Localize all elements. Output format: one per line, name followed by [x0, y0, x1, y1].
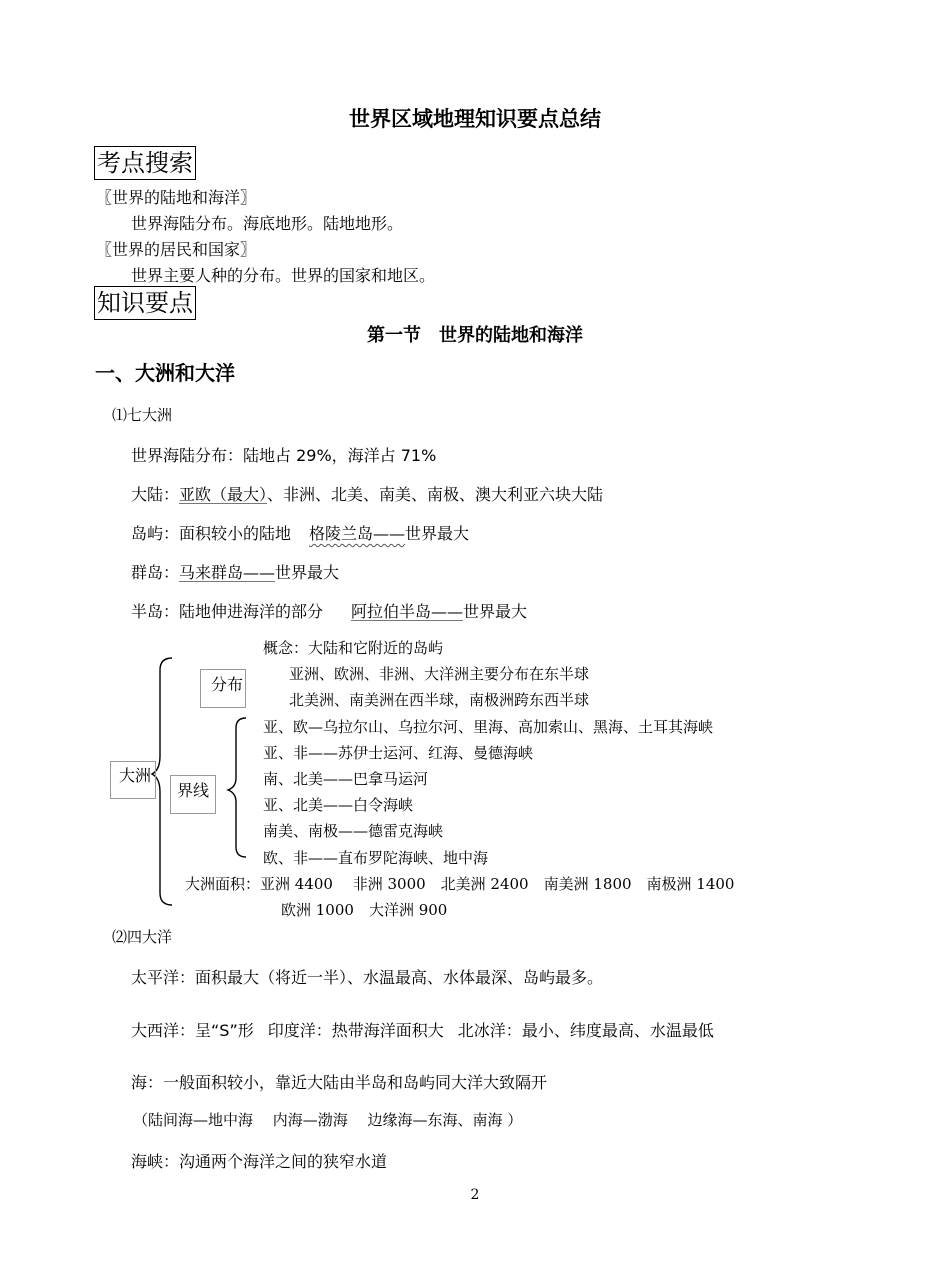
page-title: 世界区域地理知识要点总结	[349, 107, 601, 131]
label-continents: 大陆：	[131, 485, 180, 504]
label-indian: 印度洋：	[267, 1021, 332, 1040]
value-malay: 马来群岛——	[179, 563, 276, 582]
value-continents-rest: 、非洲、北美、南美、南极、澳大利亚六块大陆	[267, 485, 604, 504]
line-sea	[131, 1070, 547, 1093]
label-archipelago: 群岛：	[131, 563, 180, 582]
label-land-sea: 世界海陆分布：	[131, 446, 244, 465]
label-sea: 海：	[131, 1073, 164, 1092]
boundary-brace	[228, 718, 246, 857]
text-boundary-americas: 南、北美——巴拿马运河	[263, 770, 429, 788]
value-peninsula: 陆地伸进海洋的部分	[179, 602, 324, 621]
page-number: 2	[470, 1187, 480, 1203]
text-boundary-asia-europe: 亚、欧—乌拉尔山、乌拉尔河、里海、高加索山、黑海、土耳其海峡	[263, 718, 714, 736]
value-islands: 面积较小的陆地	[179, 524, 292, 543]
line-sea-examples: （陆间海—地中海 内海—渤海 边缘海—东海、南海 ）	[133, 1111, 523, 1129]
text-boundary-asia-africa: 亚、非——苏伊士运河、红海、曼德海峡	[263, 744, 534, 762]
value-atlantic: 呈“S”形	[195, 1021, 254, 1040]
box-continent: 大洲	[110, 761, 156, 799]
section-title: 第一节 世界的陆地和海洋	[367, 325, 583, 346]
value-strait: 沟通两个海洋之间的狭窄水道	[179, 1152, 388, 1171]
section-box-kaodian: 考点搜索	[94, 146, 196, 180]
subheading-four-oceans: ⑵四大洋	[112, 928, 173, 946]
line-strait	[131, 1149, 387, 1172]
value-arctic: 最小、纬度最高、水温最低	[521, 1021, 714, 1040]
line-pacific	[131, 965, 603, 988]
text-continent-area: 大洲面积：亚洲 4400 非洲 3000 北美洲 2400 南美洲 1800 南极洲 1400	[185, 875, 735, 893]
text-distribution-east: 亚洲、欧洲、非洲、大洋洲主要分布在东半球	[289, 665, 590, 683]
text-boundary-southamerica-antarctica: 南美、南极——德雷克海峡	[263, 822, 444, 840]
subheading-seven-continents: ⑴七大洲	[112, 406, 173, 424]
label-peninsula: 半岛：	[131, 602, 180, 621]
value-eurasia: 亚欧（最大）	[179, 485, 268, 504]
text-boundary-europe-africa: 欧、非——直布罗陀海峡、地中海	[263, 849, 489, 867]
label-strait: 海峡：	[131, 1152, 180, 1171]
value-sea: 一般面积较小，靠近大陆由半岛和岛屿同大洋大致隔开	[163, 1073, 548, 1092]
line-atlantic-indian-arctic	[131, 1018, 714, 1041]
box-distribution: 分布	[200, 669, 246, 708]
heading-continents-oceans: 一、大洲和大洋	[95, 361, 235, 385]
text-concept: 概念：大陆和它附近的岛屿	[263, 639, 444, 657]
topic-body-land-ocean: 世界海陆分布。海底地形。陆地地形。	[131, 214, 404, 233]
value-land-sea: 陆地占 29%，海洋占 71%	[243, 446, 437, 465]
value-greenland: 格陵兰岛——	[309, 524, 406, 543]
section-box-zhishi: 知识要点	[94, 286, 196, 320]
value-indian: 热带海洋面积大	[331, 1021, 444, 1040]
box-boundary: 界线	[170, 775, 216, 814]
topic-body-population: 世界主要人种的分布。世界的国家和地区。	[131, 266, 436, 285]
text-boundary-asia-northamerica: 亚、北美——白令海峡	[263, 796, 414, 814]
value-pacific: 面积最大（将近一半）、水温最高、水体最深、岛屿最多。	[195, 968, 604, 987]
text-distribution-west: 北美洲、南美洲在西半球，南极洲跨东西半球	[289, 691, 590, 709]
label-atlantic: 大西洋：	[131, 1021, 196, 1040]
topic-heading-land-ocean: 〖世界的陆地和海洋〗	[96, 188, 257, 207]
value-islands-rest: 世界最大	[405, 524, 470, 543]
label-arctic: 北冰洋：	[457, 1021, 522, 1040]
label-pacific: 太平洋：	[131, 968, 196, 987]
topic-heading-population: 〖世界的居民和国家〗	[96, 240, 257, 259]
text-continent-area-2: 欧洲 1000 大洋洲 900	[281, 901, 448, 919]
label-islands: 岛屿：	[131, 524, 180, 543]
value-arabia: 阿拉伯半岛——	[351, 602, 464, 621]
value-archipelago-rest: 世界最大	[275, 563, 340, 582]
value-peninsula-rest: 世界最大	[463, 602, 528, 621]
